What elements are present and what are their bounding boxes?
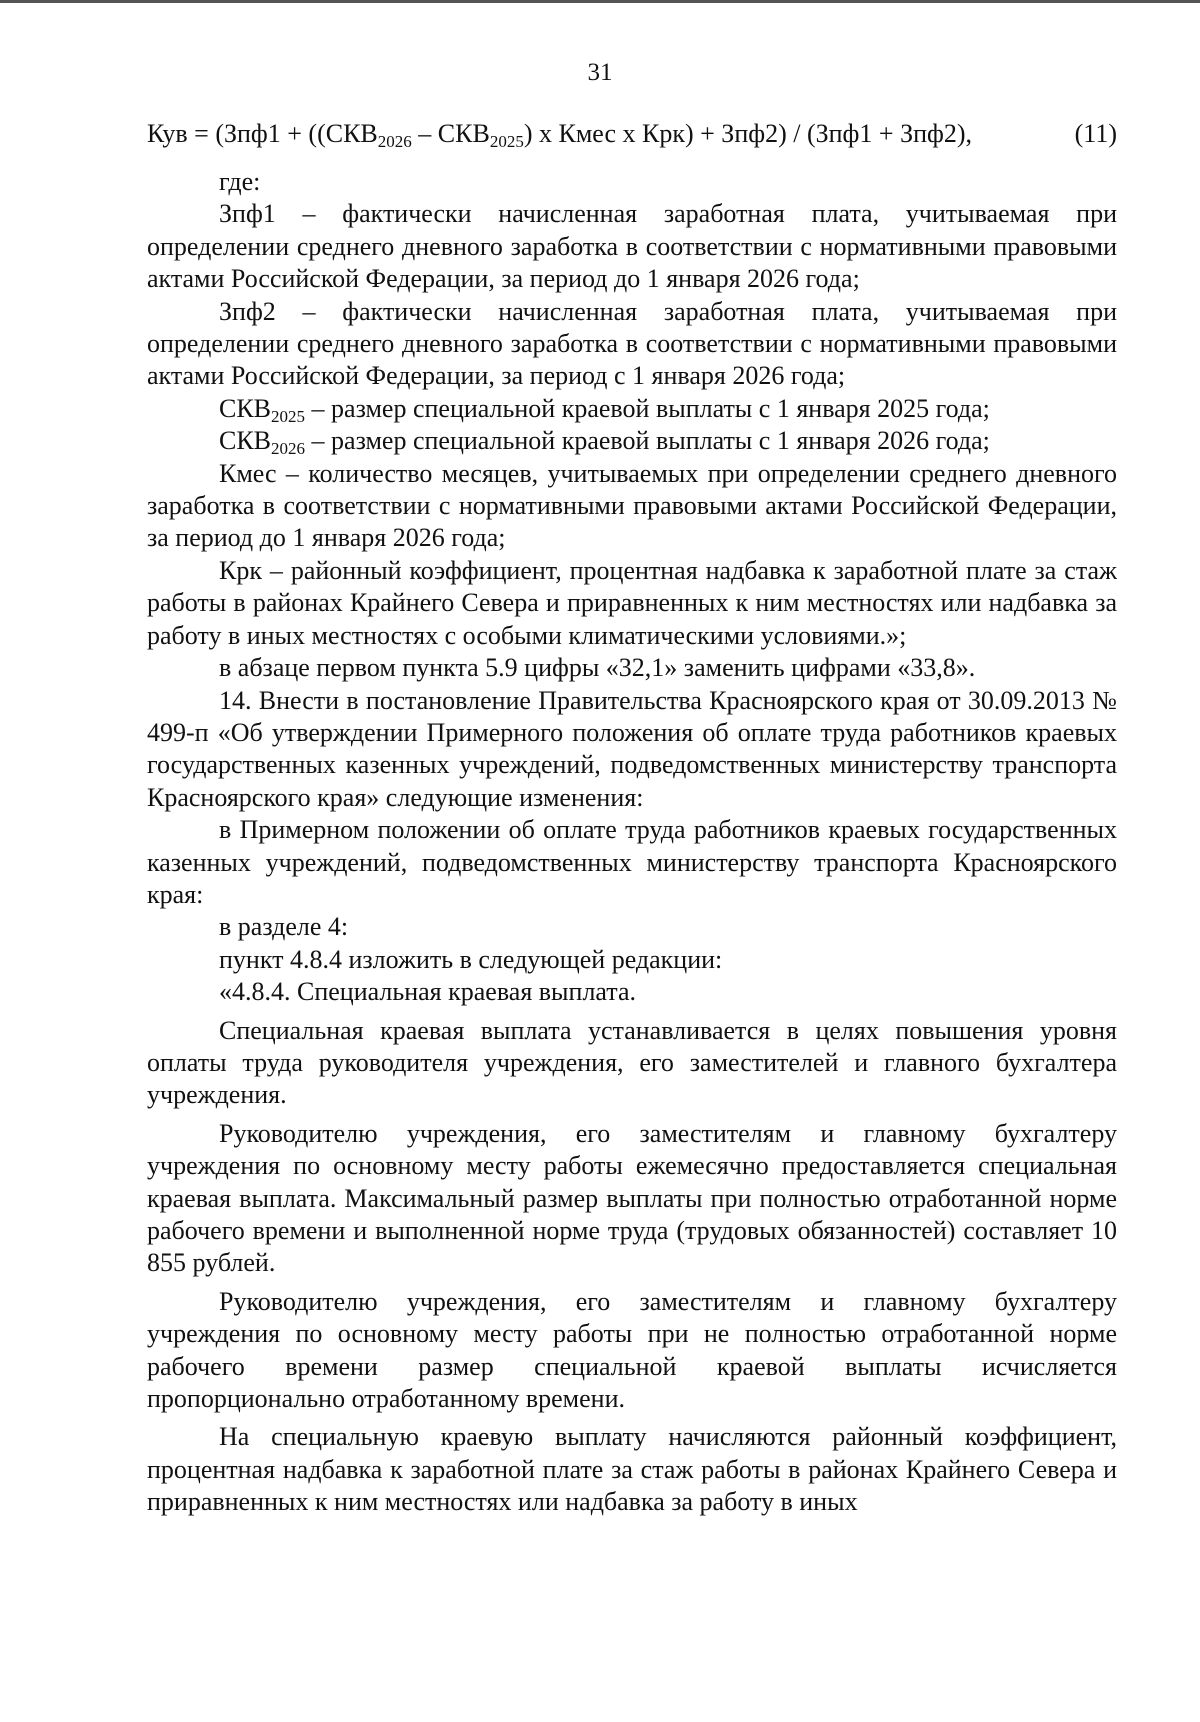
paragraph-punkt: пункт 4.8.4 изложить в следующей редакции: bbox=[219, 944, 723, 974]
paragraph-krk: Крк – районный коэффициент, процентная надбавка к заработной плате за стаж работы в районах Крайнего Севера и приравненных к ним местностях или надбавка за работу в иных местностях с особыми климатическими условиями.»; bbox=[147, 555, 1117, 650]
paragraph-2: Руководителю учреждения, его заместителям и главному бухгалтеру учреждения по основному месту работы ежемесячно предоставляется специальная краевая выплата. Максимальный размер выплаты при полностью отработанной норме рабочего времени и выполненной норме труда (трудовых обязанностей) составляет 10 855 рублей. bbox=[147, 1118, 1117, 1278]
paragraph-item-14: 14. Внести в постановление Правительства Красноярского края от 30.09.2013 № 499-п «Об утверждении Примерного положения об оплате труда работников краевых государственных казенных учреждений, подведомственных министерству транспорта Красноярского края» следующие изменения: bbox=[147, 685, 1117, 812]
formula-11 bbox=[147, 118, 1117, 150]
page-number: 31 bbox=[587, 59, 613, 86]
top-edge-rule bbox=[0, 0, 1200, 3]
paragraph-primer: в Примерном положении об оплате труда работников краевых государственных казенных учреждений, подведомственных министерству транспорта Красноярского края: bbox=[147, 815, 1117, 909]
paragraph-4: На специальную краевую выплату начисляются районный коэффициент, процентная надбавка к заработной плате за стаж работы в районах Крайнего Севера и приравненных к ним местностях или надбавка за работу в иных bbox=[147, 1422, 1117, 1517]
document-body bbox=[147, 166, 1117, 1519]
paragraph-where: где: bbox=[219, 167, 261, 196]
formula-expression: Кув = ($Зпф1 + ((СКВ_{2026} - СКВ_{2025})$ х Кмес х Крк) + Зпф2) / (Зпф1 + Зпф2), bbox=[147, 119, 973, 151]
paragraph-kmes: Кмес – количество месяцев, учитываемых при определении среднего дневного заработка в соответствии с нормативными правовыми актами Российской Федерации, за период до 1 января 2026 года; bbox=[147, 458, 1117, 553]
paragraph-3: Руководителю учреждения, его заместителям и главному бухгалтеру учреждения по основному месту работы при не полностью отработанной норме рабочего времени размер специальной краевой выплаты исчисляется пропорционально отработанному времени. bbox=[147, 1286, 1117, 1414]
paragraph-skv2025: $СКВ_{2025}$ – размер специальной краевой выплаты с 1 января 2025 года; bbox=[219, 393, 990, 426]
paragraph-zpf2: Зпф2 – фактически начисленная заработная плата, учитываемая при определении среднего дневного заработка в соответствии с нормативными правовыми актами Российской Федерации, за период с 1 января 2026 года; bbox=[147, 296, 1117, 391]
paragraph-heading-4-8-4: «4.8.4. Специальная краевая выплата. bbox=[219, 977, 637, 1007]
paragraph-1: Специальная краевая выплата устанавливается в целях повышения уровня оплаты труда руководителя учреждения, его заместителей и главного бухгалтера учреждения. bbox=[147, 1015, 1117, 1110]
formula-number: (11) bbox=[1074, 119, 1117, 148]
paragraph-razdel: в разделе 4: bbox=[219, 912, 349, 942]
paragraph-skv2026: $СКВ_{2026}$ – размер специальной краевой выплаты с 1 января 2026 года; bbox=[219, 426, 990, 459]
paragraph-abzac: в абзаце первом пункта 5.9 цифры «32,1» заменить цифрами «33,8». bbox=[219, 653, 976, 683]
paragraph-zpf1: Зпф1 – фактически начисленная заработная плата, учитываемая при определении среднего дневного заработка в соответствии с нормативными правовыми актами Российской Федерации, за период до 1 января 2026 года; bbox=[147, 199, 1117, 294]
